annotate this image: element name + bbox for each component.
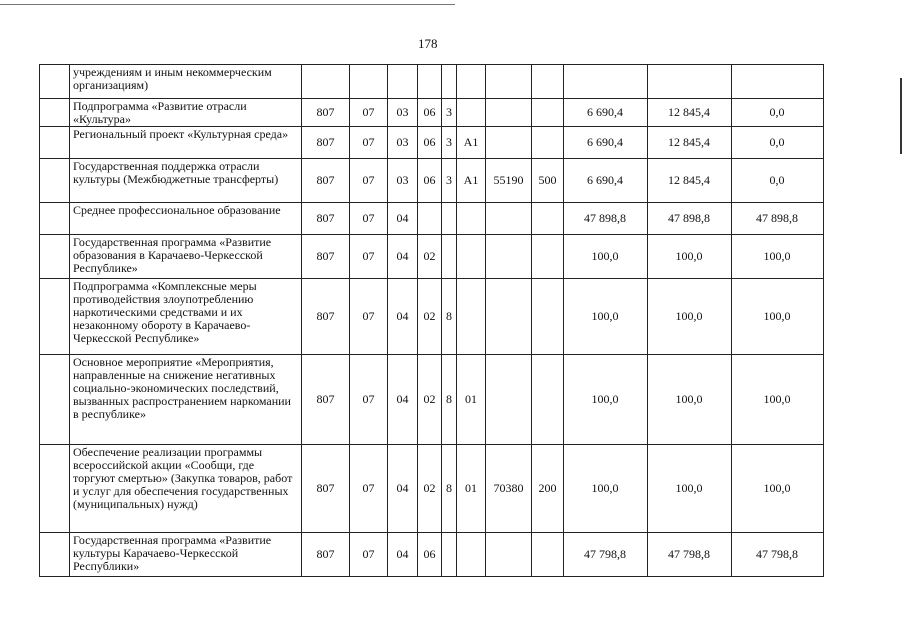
subprogram-code-cell: 8 <box>442 445 457 533</box>
project-code-cell <box>457 279 486 355</box>
budget-table <box>39 64 824 577</box>
table-row <box>40 445 824 533</box>
row-index-cell <box>40 99 70 127</box>
project-code-cell: 01 <box>457 355 486 445</box>
section-code-cell: 07 <box>350 99 388 127</box>
ministry-code-cell: 807 <box>302 533 350 577</box>
program-code-cell <box>418 203 442 235</box>
amount-year-3-cell: 0,0 <box>732 127 824 159</box>
item-name-cell: Государственная программа «Развитие образования в Карачаево-Черкесской Республике» <box>70 235 302 279</box>
amount-year-1-cell <box>564 65 648 99</box>
amount-year-3-cell: 100,0 <box>732 445 824 533</box>
subprogram-code-cell <box>442 235 457 279</box>
amount-year-2-cell: 12 845,4 <box>648 127 732 159</box>
row-index-cell <box>40 235 70 279</box>
amount-year-3-cell: 100,0 <box>732 235 824 279</box>
amount-year-2-cell: 100,0 <box>648 355 732 445</box>
direction-code-cell <box>486 279 532 355</box>
amount-year-1-cell: 100,0 <box>564 355 648 445</box>
amount-year-2-cell: 100,0 <box>648 235 732 279</box>
subsection-code-cell: 04 <box>388 203 418 235</box>
amount-year-2-cell: 47 898,8 <box>648 203 732 235</box>
expense-type-cell <box>532 99 564 127</box>
subsection-code-cell: 03 <box>388 99 418 127</box>
item-name-cell: Государственная программа «Развитие культуры Карачаево-Черкесской Республики» <box>70 533 302 577</box>
item-name-cell: Подпрограмма «Развитие отрасли «Культура» <box>70 99 302 127</box>
ministry-code-cell: 807 <box>302 445 350 533</box>
row-index-cell <box>40 65 70 99</box>
direction-code-cell <box>486 203 532 235</box>
section-code-cell: 07 <box>350 533 388 577</box>
amount-year-1-cell: 100,0 <box>564 279 648 355</box>
amount-year-2-cell <box>648 65 732 99</box>
subprogram-code-cell: 3 <box>442 127 457 159</box>
table-row <box>40 533 824 577</box>
subprogram-code-cell: 3 <box>442 159 457 203</box>
project-code-cell: 01 <box>457 445 486 533</box>
project-code-cell <box>457 235 486 279</box>
ministry-code-cell <box>302 65 350 99</box>
table-row <box>40 159 824 203</box>
direction-code-cell <box>486 355 532 445</box>
direction-code-cell <box>486 127 532 159</box>
row-index-cell <box>40 279 70 355</box>
amount-year-1-cell: 47 898,8 <box>564 203 648 235</box>
direction-code-cell <box>486 65 532 99</box>
subprogram-code-cell <box>442 533 457 577</box>
project-code-cell <box>457 99 486 127</box>
table-row <box>40 127 824 159</box>
item-name-cell: Государственная поддержка отрасли культуры (Межбюджетные трансферты) <box>70 159 302 203</box>
amount-year-2-cell: 100,0 <box>648 279 732 355</box>
program-code-cell: 06 <box>418 127 442 159</box>
amount-year-2-cell: 12 845,4 <box>648 99 732 127</box>
page-number: 178 <box>418 36 438 51</box>
top-rule <box>0 4 455 5</box>
table-row <box>40 235 824 279</box>
subsection-code-cell: 04 <box>388 279 418 355</box>
section-code-cell: 07 <box>350 127 388 159</box>
direction-code-cell <box>486 533 532 577</box>
subprogram-code-cell: 8 <box>442 279 457 355</box>
table-row <box>40 279 824 355</box>
subprogram-code-cell <box>442 203 457 235</box>
ministry-code-cell: 807 <box>302 127 350 159</box>
table-row <box>40 355 824 445</box>
page-edge-mark <box>900 78 902 154</box>
amount-year-1-cell: 100,0 <box>564 445 648 533</box>
ministry-code-cell: 807 <box>302 355 350 445</box>
item-name-cell: Среднее профессиональное образование <box>70 203 302 235</box>
ministry-code-cell: 807 <box>302 159 350 203</box>
expense-type-cell <box>532 235 564 279</box>
direction-code-cell <box>486 235 532 279</box>
row-index-cell <box>40 533 70 577</box>
table-body <box>40 65 824 577</box>
amount-year-3-cell: 47 798,8 <box>732 533 824 577</box>
section-code-cell: 07 <box>350 355 388 445</box>
row-index-cell <box>40 159 70 203</box>
ministry-code-cell: 807 <box>302 235 350 279</box>
expense-type-cell <box>532 533 564 577</box>
program-code-cell: 02 <box>418 355 442 445</box>
direction-code-cell: 70380 <box>486 445 532 533</box>
program-code-cell: 02 <box>418 279 442 355</box>
table-row <box>40 99 824 127</box>
row-index-cell <box>40 127 70 159</box>
subsection-code-cell: 04 <box>388 355 418 445</box>
amount-year-3-cell: 0,0 <box>732 159 824 203</box>
amount-year-3-cell: 0,0 <box>732 99 824 127</box>
subsection-code-cell: 04 <box>388 445 418 533</box>
ministry-code-cell: 807 <box>302 99 350 127</box>
item-name-cell: учреждениям и иным некоммерческим организациям) <box>70 65 302 99</box>
section-code-cell: 07 <box>350 445 388 533</box>
subsection-code-cell: 03 <box>388 159 418 203</box>
ministry-code-cell: 807 <box>302 279 350 355</box>
program-code-cell: 02 <box>418 235 442 279</box>
table-row <box>40 203 824 235</box>
ministry-code-cell: 807 <box>302 203 350 235</box>
amount-year-1-cell: 6 690,4 <box>564 99 648 127</box>
project-code-cell: А1 <box>457 127 486 159</box>
amount-year-2-cell: 12 845,4 <box>648 159 732 203</box>
table-row <box>40 65 824 99</box>
section-code-cell: 07 <box>350 159 388 203</box>
subprogram-code-cell: 8 <box>442 355 457 445</box>
row-index-cell <box>40 445 70 533</box>
direction-code-cell <box>486 99 532 127</box>
project-code-cell <box>457 533 486 577</box>
amount-year-3-cell: 100,0 <box>732 355 824 445</box>
item-name-cell: Подпрограмма «Комплексные меры противодействия злоупотреблению наркотическими средствами и их незаконному обороту в Карачаево-Черкесской Республике» <box>70 279 302 355</box>
amount-year-1-cell: 6 690,4 <box>564 127 648 159</box>
section-code-cell: 07 <box>350 203 388 235</box>
program-code-cell <box>418 65 442 99</box>
subsection-code-cell: 04 <box>388 235 418 279</box>
row-index-cell <box>40 203 70 235</box>
expense-type-cell: 200 <box>532 445 564 533</box>
project-code-cell: А1 <box>457 159 486 203</box>
project-code-cell <box>457 203 486 235</box>
amount-year-1-cell: 6 690,4 <box>564 159 648 203</box>
expense-type-cell <box>532 127 564 159</box>
subprogram-code-cell: 3 <box>442 99 457 127</box>
expense-type-cell <box>532 203 564 235</box>
amount-year-2-cell: 47 798,8 <box>648 533 732 577</box>
amount-year-3-cell: 47 898,8 <box>732 203 824 235</box>
subsection-code-cell: 04 <box>388 533 418 577</box>
amount-year-1-cell: 47 798,8 <box>564 533 648 577</box>
program-code-cell: 06 <box>418 533 442 577</box>
row-index-cell <box>40 355 70 445</box>
expense-type-cell: 500 <box>532 159 564 203</box>
section-code-cell: 07 <box>350 235 388 279</box>
subsection-code-cell <box>388 65 418 99</box>
section-code-cell <box>350 65 388 99</box>
item-name-cell: Региональный проект «Культурная среда» <box>70 127 302 159</box>
amount-year-3-cell: 100,0 <box>732 279 824 355</box>
subsection-code-cell: 03 <box>388 127 418 159</box>
expense-type-cell <box>532 65 564 99</box>
expense-type-cell <box>532 279 564 355</box>
section-code-cell: 07 <box>350 279 388 355</box>
program-code-cell: 06 <box>418 159 442 203</box>
item-name-cell: Обеспечение реализации программы всероссийской акции «Сообщи, где торгуют смертью» (Закупка товаров, работ и услуг для обеспечения государственных (муниципальных) нужд) <box>70 445 302 533</box>
item-name-cell: Основное мероприятие «Мероприятия, направленные на снижение негативных социально-экономических последствий, вызванных распространением наркомании в республике» <box>70 355 302 445</box>
program-code-cell: 06 <box>418 99 442 127</box>
amount-year-3-cell <box>732 65 824 99</box>
direction-code-cell: 55190 <box>486 159 532 203</box>
program-code-cell: 02 <box>418 445 442 533</box>
subprogram-code-cell <box>442 65 457 99</box>
amount-year-2-cell: 100,0 <box>648 445 732 533</box>
amount-year-1-cell: 100,0 <box>564 235 648 279</box>
project-code-cell <box>457 65 486 99</box>
expense-type-cell <box>532 355 564 445</box>
